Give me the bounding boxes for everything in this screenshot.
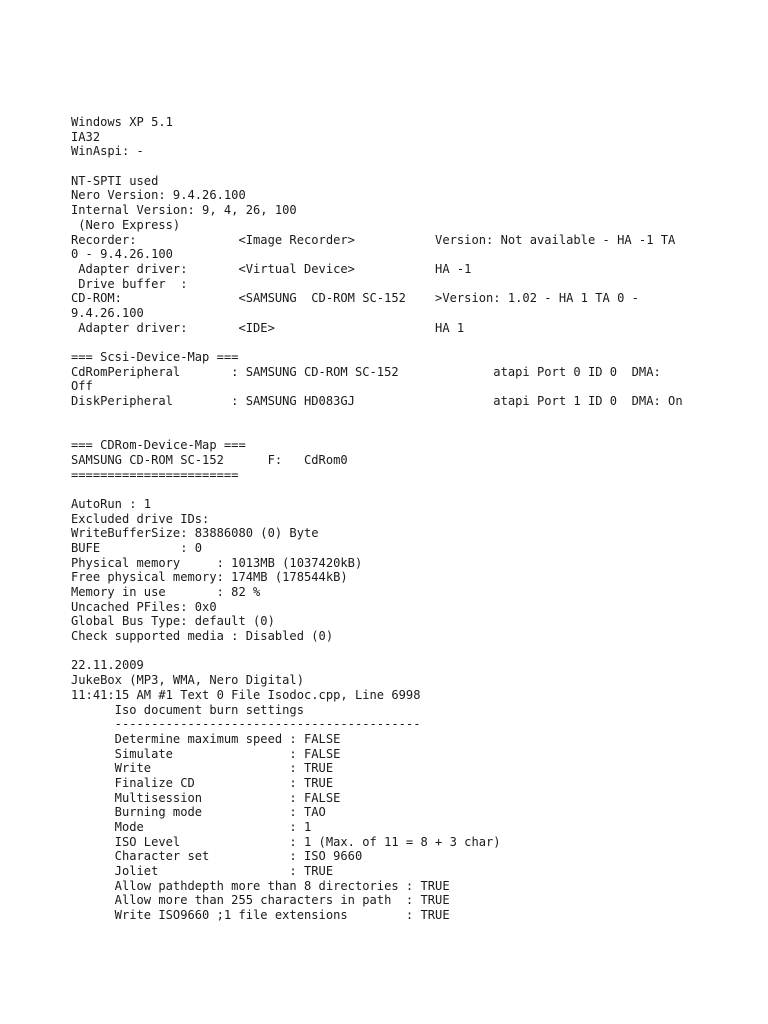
- log-line: 11:41:15 AM #1 Text 0 File Isodoc.cpp, Line 6998: [71, 687, 421, 702]
- log-line: Iso document burn settings: [71, 702, 304, 717]
- log-line: === Scsi-Device-Map ===: [71, 350, 239, 364]
- log-line: 9.4.26.100: [71, 305, 144, 320]
- log-line: AutoRun : 1: [71, 496, 152, 511]
- log-line: (Nero Express): [71, 217, 181, 232]
- log-line: Global Bus Type: default (0): [71, 614, 275, 629]
- log-line: IA32: [71, 129, 101, 144]
- log-line: Simulate : FALSE: [71, 746, 341, 761]
- log-line: Memory in use : 82 %: [71, 585, 261, 599]
- log-line: Adapter driver: <IDE> HA 1: [71, 320, 465, 335]
- log-line: ------------------------------------------: [71, 717, 421, 732]
- log-line: SAMSUNG CD-ROM SC-152 F: CdRom0: [71, 452, 348, 467]
- log-line: Nero Version: 9.4.26.100: [71, 188, 246, 203]
- log-line: Off: [71, 379, 93, 394]
- log-line: [71, 335, 711, 350]
- log-line: Determine maximum speed : FALSE: [71, 731, 341, 746]
- log-line: [71, 482, 711, 497]
- log-line: 0 - 9.4.26.100: [71, 247, 173, 262]
- log-line: =======================: [71, 467, 239, 482]
- log-line: === CDRom-Device-Map ===: [71, 438, 246, 453]
- log-line: Character set : ISO 9660: [71, 849, 363, 864]
- log-line: [71, 644, 711, 659]
- log-line: 22.11.2009: [71, 658, 144, 673]
- log-line: Excluded drive IDs:: [71, 511, 210, 526]
- log-line: Burning mode : TAO: [71, 805, 326, 820]
- log-line: Check supported media : Disabled (0): [71, 629, 334, 644]
- log-line: Finalize CD : TRUE: [71, 775, 334, 790]
- log-line: Drive buffer :: [71, 276, 188, 291]
- log-line: Joliet : TRUE: [71, 864, 334, 879]
- log-line: BUFE : 0: [71, 540, 203, 555]
- log-line: Uncached PFiles: 0x0: [71, 599, 217, 614]
- log-line: Write : TRUE: [71, 761, 334, 776]
- log-line: Free physical memory: 174MB (178544kB): [71, 570, 348, 585]
- log-line: Physical memory : 1013MB (1037420kB): [71, 555, 363, 570]
- log-line: WriteBufferSize: 83886080 (0) Byte: [71, 526, 319, 541]
- log-line: Allow pathdepth more than 8 directories : TRUE: [71, 878, 450, 893]
- log-line: Windows XP 5.1: [71, 115, 173, 129]
- log-line: CdRomPeripheral : SAMSUNG CD-ROM SC-152 atapi Port 0 ID 0 DMA:: [71, 364, 661, 379]
- log-line: Mode : 1: [71, 820, 312, 834]
- log-line: Multisession : FALSE: [71, 790, 341, 805]
- log-line: NT-SPTI used: [71, 173, 159, 188]
- log-line: JukeBox (MP3, WMA, Nero Digital): [71, 673, 304, 688]
- log-line: Recorder: <Image Recorder> Version: Not available - HA -1 TA: [71, 232, 676, 247]
- log-line: ISO Level : 1 (Max. of 11 = 8 + 3 char): [71, 834, 501, 849]
- log-line: Write ISO9660 ;1 file extensions : TRUE: [71, 908, 450, 923]
- log-line: WinAspi: -: [71, 144, 144, 159]
- log-line: [71, 159, 711, 174]
- log-text-block: [71, 115, 711, 923]
- log-line: [71, 423, 711, 438]
- log-line: DiskPeripheral : SAMSUNG HD083GJ atapi Port 1 ID 0 DMA: On: [71, 394, 683, 409]
- log-line: [71, 409, 711, 424]
- log-line: Allow more than 255 characters in path : TRUE: [71, 893, 450, 908]
- log-line: CD-ROM: <SAMSUNG CD-ROM SC-152 >Version: 1.02 - HA 1 TA 0 -: [71, 291, 639, 306]
- log-line: Internal Version: 9, 4, 26, 100: [71, 203, 297, 218]
- log-line: Adapter driver: <Virtual Device> HA -1: [71, 261, 472, 276]
